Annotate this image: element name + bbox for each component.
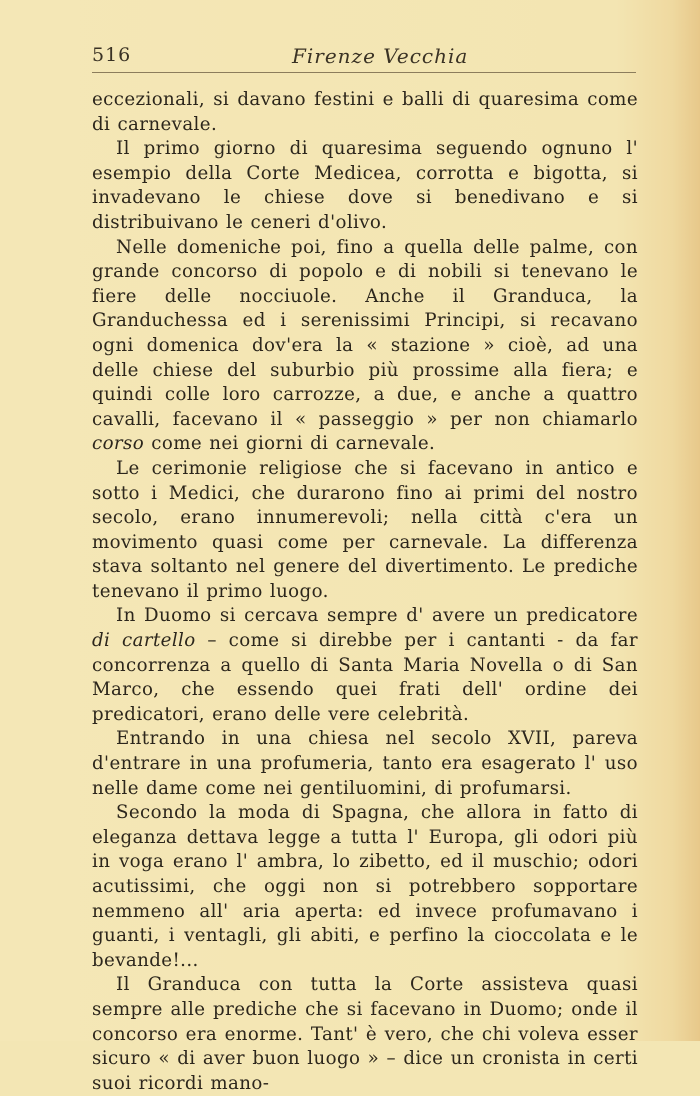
running-title: Firenze Vecchia [292, 44, 469, 68]
paragraph [92, 236, 638, 457]
paragraph-text: come nei giorni di carnevale. [144, 433, 436, 455]
paragraph-text: – come si direbbe per i cantanti - da far concorrenza a quello di Santa Maria Novella o di San Marco, che essendo quei frati dell' ordine dei predicatori, erano delle vere celebrità. [92, 630, 638, 725]
paragraph-text: Nelle domeniche poi, fino a quella delle palme, con grande concorso di popolo e di nobili si tenevano le fiere delle nocciuole. Anche il Granduca, la Granduchessa ed i serenissimi Principi, si recavano ogni domenica dov'era la « stazione » cioè, ad una delle chiese del suburbio più prossime alla fiera; e quindi colle loro carrozze, a due, e anche a quattro cavalli, facevano il « passeggio » per non chiamarlo [92, 236, 638, 430]
paragraph [92, 604, 638, 727]
paragraph [92, 973, 638, 1096]
paragraph [92, 457, 638, 605]
paragraph [92, 88, 638, 137]
paragraph-text: Il primo giorno di quaresima seguendo ognuno l' esempio della Corte Medicea, corrotta e bigotta, si invadevano le chiese dove si benedivano e si distribuivano le ceneri d'olivo. [92, 138, 638, 233]
paragraph [92, 801, 638, 973]
italic-term: corso [92, 433, 145, 455]
header-rule [92, 72, 636, 73]
page-number: 516 [92, 44, 132, 66]
page-header [92, 44, 640, 68]
body-text [92, 88, 638, 1096]
paragraph-text: Il Granduca con tutta la Corte assisteva quasi sempre alle prediche che si facevano in Duomo; onde il concorso era enorme. Tant' è vero, che chi voleva esser sicuro « di aver buon luogo » – dice un cronista in certi suoi ricordi mano- [92, 974, 638, 1094]
paragraph [92, 137, 638, 235]
paragraph-text: In Duomo si cercava sempre d' avere un predicatore [116, 605, 638, 627]
paragraph-text: Le cerimonie religiose che si facevano in antico e sotto i Medici, che durarono fino ai primi del nostro secolo, erano innumerevoli; nella città c'era un movimento quasi come per carnevale. La differenza stava soltanto nel genere del divertimento. Le prediche tenevano il primo luogo. [92, 457, 638, 602]
paragraph [92, 727, 638, 801]
paragraph-text: Entrando in una chiesa nel secolo XVII, pareva d'entrare in una profumeria, tanto era esagerato l' uso nelle dame come nei gentiluomini, di profumarsi. [92, 728, 638, 799]
paragraph-text: eccezionali, si davano festini e balli di quaresima come di carnevale. [92, 89, 638, 135]
paragraph-text: Secondo la moda di Spagna, che allora in fatto di eleganza dettava legge a tutta l' Europa, gli odori più in voga erano l' ambra, lo zibetto, ed il muschio; odori acutissimi, che oggi non si potrebbero sopportare nemmeno all' aria aperta: ed invece profumavano i guanti, i ventagli, gli abiti, e perfino la cioccolata e le bevande!... [92, 802, 638, 971]
italic-term: di cartello [92, 630, 196, 652]
